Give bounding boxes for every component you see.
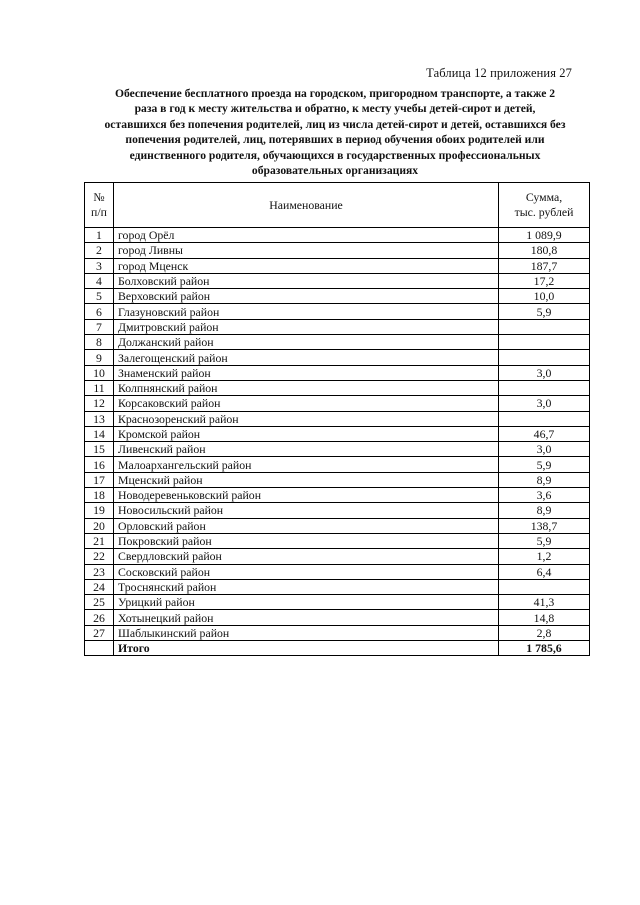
table-row bbox=[85, 350, 590, 365]
row-name: Покровский район bbox=[114, 533, 499, 548]
row-sum: 8,9 bbox=[499, 503, 590, 518]
table-row bbox=[85, 258, 590, 273]
row-number: 23 bbox=[85, 564, 114, 579]
row-sum: 5,9 bbox=[499, 457, 590, 472]
header-name: Наименование bbox=[114, 183, 499, 228]
table-row bbox=[85, 488, 590, 503]
table-row bbox=[85, 595, 590, 610]
row-sum: 8,9 bbox=[499, 472, 590, 487]
header-number-line1: № bbox=[93, 190, 105, 204]
row-number: 8 bbox=[85, 335, 114, 350]
row-sum: 5,9 bbox=[499, 533, 590, 548]
row-sum: 17,2 bbox=[499, 273, 590, 288]
row-name: Корсаковский район bbox=[114, 396, 499, 411]
row-number: 18 bbox=[85, 488, 114, 503]
row-name: Болховский район bbox=[114, 273, 499, 288]
row-number: 24 bbox=[85, 579, 114, 594]
row-number: 26 bbox=[85, 610, 114, 625]
table-row bbox=[85, 625, 590, 640]
row-name: Сосковский район bbox=[114, 564, 499, 579]
row-sum: 3,0 bbox=[499, 442, 590, 457]
row-number: 9 bbox=[85, 350, 114, 365]
row-name: Мценский район bbox=[114, 472, 499, 487]
row-name: Знаменский район bbox=[114, 365, 499, 380]
table-row bbox=[85, 457, 590, 472]
row-number: 22 bbox=[85, 549, 114, 564]
row-number: 19 bbox=[85, 503, 114, 518]
row-name: Малоархангельский район bbox=[114, 457, 499, 472]
table-row bbox=[85, 549, 590, 564]
row-number: 5 bbox=[85, 289, 114, 304]
row-name: Верховский район bbox=[114, 289, 499, 304]
row-number: 7 bbox=[85, 319, 114, 334]
row-name: Кромской район bbox=[114, 426, 499, 441]
row-name: Хотынецкий район bbox=[114, 610, 499, 625]
total-number-cell bbox=[85, 641, 114, 656]
row-sum: 3,6 bbox=[499, 488, 590, 503]
row-sum: 5,9 bbox=[499, 304, 590, 319]
row-sum: 10,0 bbox=[499, 289, 590, 304]
row-name: Ливенский район bbox=[114, 442, 499, 457]
title-line: раза в год к месту жительства и обратно, к месту учебы детей-сирот и детей, bbox=[134, 102, 536, 116]
row-name: Колпнянский район bbox=[114, 380, 499, 395]
header-number bbox=[85, 183, 114, 228]
row-name: Урицкий район bbox=[114, 595, 499, 610]
row-sum bbox=[499, 350, 590, 365]
row-sum: 6,4 bbox=[499, 564, 590, 579]
title-line: оставшихся без попечения родителей, лиц из числа детей-сирот и детей, оставшихся без bbox=[104, 117, 566, 131]
row-number: 10 bbox=[85, 365, 114, 380]
row-number: 1 bbox=[85, 228, 114, 243]
total-row bbox=[85, 641, 590, 656]
row-sum bbox=[499, 579, 590, 594]
row-sum bbox=[499, 380, 590, 395]
table-header-row bbox=[85, 183, 590, 228]
appendix-label: Таблица 12 приложения 27 bbox=[426, 66, 572, 80]
row-sum: 3,0 bbox=[499, 365, 590, 380]
table-row bbox=[85, 304, 590, 319]
row-sum bbox=[499, 411, 590, 426]
table-row bbox=[85, 396, 590, 411]
table-row bbox=[85, 243, 590, 258]
table-row bbox=[85, 472, 590, 487]
row-number: 27 bbox=[85, 625, 114, 640]
row-number: 6 bbox=[85, 304, 114, 319]
row-number: 25 bbox=[85, 595, 114, 610]
table-row bbox=[85, 228, 590, 243]
title-line: единственного родителя, обучающихся в государственных профессиональных bbox=[129, 148, 541, 162]
row-sum bbox=[499, 319, 590, 334]
table-row bbox=[85, 442, 590, 457]
header-number-line2: п/п bbox=[91, 205, 107, 219]
row-number: 17 bbox=[85, 472, 114, 487]
row-name: Троснянский район bbox=[114, 579, 499, 594]
row-number: 11 bbox=[85, 380, 114, 395]
row-sum: 41,3 bbox=[499, 595, 590, 610]
title-line: образовательных организациях bbox=[251, 164, 419, 178]
row-sum: 187,7 bbox=[499, 258, 590, 273]
row-sum: 3,0 bbox=[499, 396, 590, 411]
row-name: Новосильский район bbox=[114, 503, 499, 518]
row-number: 3 bbox=[85, 258, 114, 273]
row-name: Новодеревеньковский район bbox=[114, 488, 499, 503]
document-title bbox=[70, 86, 600, 178]
row-name: город Мценск bbox=[114, 258, 499, 273]
row-name: Залегощенский район bbox=[114, 350, 499, 365]
row-name: Краснозоренский район bbox=[114, 411, 499, 426]
row-number: 21 bbox=[85, 533, 114, 548]
table-row bbox=[85, 503, 590, 518]
row-number: 12 bbox=[85, 396, 114, 411]
table-row bbox=[85, 518, 590, 533]
header-sum-line2: тыс. рублей bbox=[514, 205, 574, 219]
row-number: 13 bbox=[85, 411, 114, 426]
row-sum: 1,2 bbox=[499, 549, 590, 564]
table-row bbox=[85, 426, 590, 441]
row-sum: 180,8 bbox=[499, 243, 590, 258]
table-row bbox=[85, 610, 590, 625]
row-name: город Орёл bbox=[114, 228, 499, 243]
row-name: Шаблыкинский район bbox=[114, 625, 499, 640]
title-line: Обеспечение бесплатного проезда на городском, пригородном транспорте, а также 2 bbox=[114, 87, 556, 100]
row-sum bbox=[499, 335, 590, 350]
total-label: Итого bbox=[114, 641, 499, 656]
table-row bbox=[85, 579, 590, 594]
row-number: 4 bbox=[85, 273, 114, 288]
row-name: Глазуновский район bbox=[114, 304, 499, 319]
row-number: 15 bbox=[85, 442, 114, 457]
header-sum bbox=[499, 183, 590, 228]
row-name: Орловский район bbox=[114, 518, 499, 533]
row-name: Должанский район bbox=[114, 335, 499, 350]
table-row bbox=[85, 365, 590, 380]
funding-table bbox=[84, 182, 590, 656]
row-name: Свердловский район bbox=[114, 549, 499, 564]
row-number: 2 bbox=[85, 243, 114, 258]
row-sum: 138,7 bbox=[499, 518, 590, 533]
row-number: 20 bbox=[85, 518, 114, 533]
row-sum: 14,8 bbox=[499, 610, 590, 625]
table-row bbox=[85, 380, 590, 395]
row-sum: 46,7 bbox=[499, 426, 590, 441]
total-sum: 1 785,6 bbox=[499, 641, 590, 656]
row-number: 16 bbox=[85, 457, 114, 472]
table-row bbox=[85, 411, 590, 426]
table-body bbox=[85, 228, 590, 641]
table-row bbox=[85, 564, 590, 579]
row-sum: 1 089,9 bbox=[499, 228, 590, 243]
table-row bbox=[85, 289, 590, 304]
row-name: Дмитровский район bbox=[114, 319, 499, 334]
table-row bbox=[85, 335, 590, 350]
title-line: попечения родителей, лиц, потерявших в период обучения обоих родителей или bbox=[125, 133, 545, 147]
table-row bbox=[85, 533, 590, 548]
row-sum: 2,8 bbox=[499, 625, 590, 640]
row-number: 14 bbox=[85, 426, 114, 441]
table-row bbox=[85, 273, 590, 288]
header-sum-line1: Сумма, bbox=[525, 190, 563, 204]
row-name: город Ливны bbox=[114, 243, 499, 258]
table-row bbox=[85, 319, 590, 334]
